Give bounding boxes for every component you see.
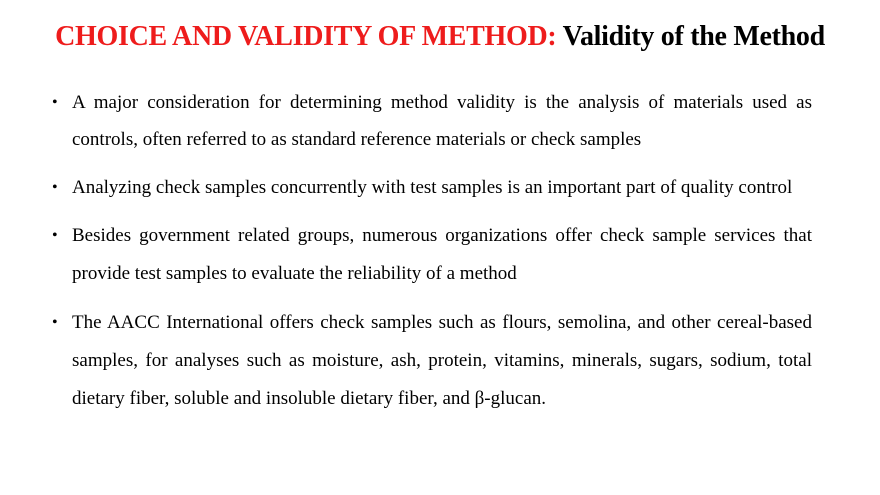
bullet-item xyxy=(52,84,812,158)
bullet-marker: • xyxy=(52,94,58,111)
bullet-marker: • xyxy=(52,227,58,244)
bullet-item xyxy=(52,217,812,293)
title-topic: Validity of the Method xyxy=(562,21,825,52)
bullet-item xyxy=(52,304,812,418)
bullet-marker: • xyxy=(52,314,58,331)
bullet-list xyxy=(52,84,812,429)
bullet-text: Besides government related groups, numerous organizations offer check sample services that provide test samples to evaluate the reliability of a method xyxy=(72,225,812,284)
bullet-marker: • xyxy=(52,179,58,196)
bullet-item xyxy=(52,169,812,206)
bullet-text: A major consideration for determining method validity is the analysis of materials used as controls, often referred to as standard reference materials or check samples xyxy=(72,92,812,150)
bullet-text: Analyzing check samples concurrently with test samples is an important part of quality control xyxy=(72,177,793,198)
title-section-label: CHOICE AND VALIDITY OF METHOD: xyxy=(55,21,557,52)
bullet-text: The AACC International offers check samples such as flours, semolina, and other cereal-based samples, for analyses such as moisture, ash, protein, vitamins, minerals, sugars, sodium, total dietary fiber, soluble and insoluble dietary fiber, and β-glucan. xyxy=(72,312,812,409)
slide-title xyxy=(0,19,880,55)
